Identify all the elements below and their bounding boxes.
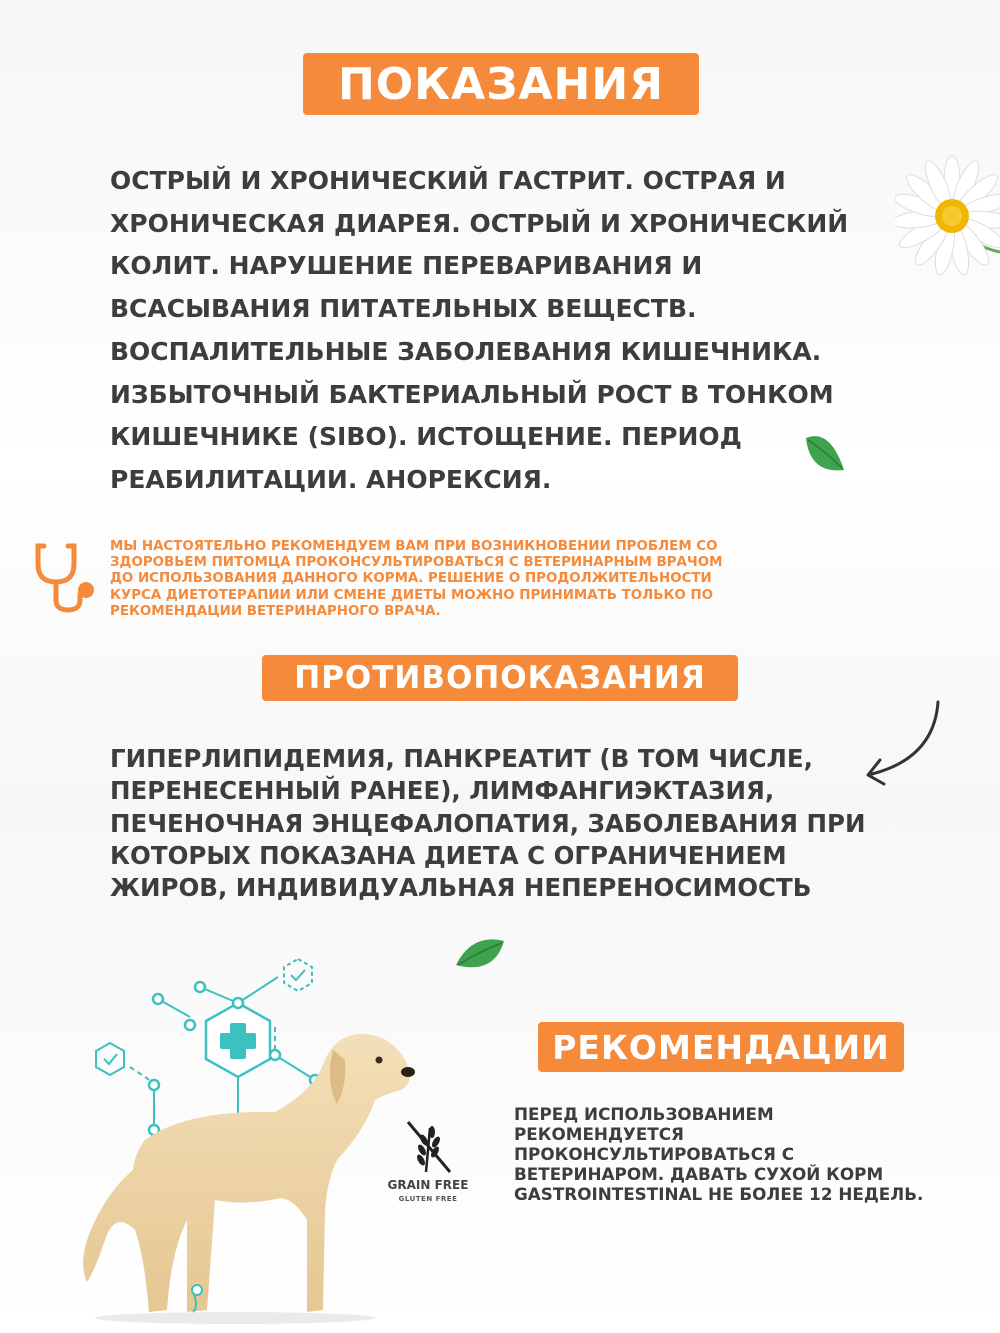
recommendations-text (514, 1104, 974, 1204)
chamomile-flower-icon (895, 152, 1000, 302)
warning-line: КУРСА ДИЕТОТЕРАПИИ ИЛИ СМЕНЕ ДИЕТЫ МОЖНО ПРИНИМАТЬ ТОЛЬКО ПО (110, 587, 714, 603)
contraindications-line: ПЕРЕНЕСЕННЫЙ РАНЕЕ), ЛИМФАНГИЭКТАЗИЯ, (110, 776, 775, 806)
indications-line: ВОСПАЛИТЕЛЬНЫЕ ЗАБОЛЕВАНИЯ КИШЕЧНИКА. (110, 336, 822, 366)
warning-line: МЫ НАСТОЯТЕЛЬНО РЕКОМЕНДУЕМ ВАМ ПРИ ВОЗНИКНОВЕНИИ ПРОБЛЕМ СО (110, 539, 718, 554)
grain-free-label: GRAIN FREE (387, 1178, 469, 1192)
indications-line: ВСАСЫВАНИЯ ПИТАТЕЛЬНЫХ ВЕЩЕСТВ. (110, 294, 697, 324)
warning-line: РЕКОМЕНДАЦИИ ВЕТЕРИНАРНОГО ВРАЧА. (110, 603, 441, 619)
check-hexagon-icon (284, 959, 312, 991)
contraindications-line: ЖИРОВ, ИНДИВИДУАЛЬНАЯ НЕПЕРЕНОСИМОСТЬ (110, 873, 812, 903)
leaf-icon (452, 935, 508, 975)
contraindications-text (110, 743, 910, 904)
leaf-icon (800, 428, 848, 478)
recommendations-line: ПРОКОНСУЛЬТИРОВАТЬСЯ С (514, 1144, 795, 1164)
indications-line: КОЛИТ. НАРУШЕНИЕ ПЕРЕВАРИВАНИЯ И (110, 251, 703, 281)
vet-warning-text (110, 539, 910, 620)
recommendations-line: ПЕРЕД ИСПОЛЬЗОВАНИЕМ (514, 1104, 774, 1124)
gluten-free-label: GLUTEN FREE (398, 1195, 458, 1203)
recommendations-title: РЕКОМЕНДАЦИИ (538, 1022, 904, 1072)
recommendations-line: ВЕТЕРИНАРОМ. ДАВАТЬ СУХОЙ КОРМ (514, 1164, 884, 1184)
contraindications-line: ГИПЕРЛИПИДЕМИЯ, ПАНКРЕАТИТ (В ТОМ ЧИСЛЕ, (110, 744, 813, 773)
stethoscope-icon (30, 540, 102, 620)
indications-text (110, 160, 900, 502)
indications-line: ХРОНИЧЕСКАЯ ДИАРЕЯ. ОСТРЫЙ И ХРОНИЧЕСКИЙ (110, 208, 849, 238)
indications-line: ИЗБЫТОЧНЫЙ БАКТЕРИАЛЬНЫЙ РОСТ В ТОНКОМ (110, 379, 834, 409)
recommendations-line: РЕКОМЕНДУЕТСЯ (514, 1124, 684, 1144)
dog-illustration (75, 1020, 420, 1325)
contraindications-line: ПЕЧЕНОЧНАЯ ЭНЦЕФАЛОПАТИЯ, ЗАБОЛЕВАНИЯ ПРИ (110, 808, 866, 838)
warning-line: ДО ИСПОЛЬЗОВАНИЯ ДАННОГО КОРМА. РЕШЕНИЕ О ПРОДОЛЖИТЕЛЬНОСТИ (110, 571, 712, 587)
indications-line: РЕАБИЛИТАЦИИ. АНОРЕКСИЯ. (110, 464, 552, 494)
wheat-crossed-icon (402, 1118, 456, 1176)
indications-title: ПОКАЗАНИЯ (303, 53, 699, 115)
recommendations-line: GASTROINTESTINAL НЕ БОЛЕЕ 12 НЕДЕЛЬ. (514, 1184, 924, 1204)
contraindications-line: КОТОРЫХ ПОКАЗАНА ДИЕТА С ОГРАНИЧЕНИЕМ (110, 840, 787, 870)
warning-line: ЗДОРОВЬЕМ ПИТОМЦА ПРОКОНСУЛЬТИРОВАТЬСЯ С ВЕТЕРИНАРНЫМ ВРАЧОМ (110, 555, 723, 571)
contraindications-title: ПРОТИВОПОКАЗАНИЯ (262, 655, 738, 701)
indications-line: ОСТРЫЙ И ХРОНИЧЕСКИЙ ГАСТРИТ. ОСТРАЯ И (110, 166, 786, 195)
indications-line: КИШЕЧНИКЕ (SIBO). ИСТОЩЕНИЕ. ПЕРИОД (110, 422, 742, 452)
